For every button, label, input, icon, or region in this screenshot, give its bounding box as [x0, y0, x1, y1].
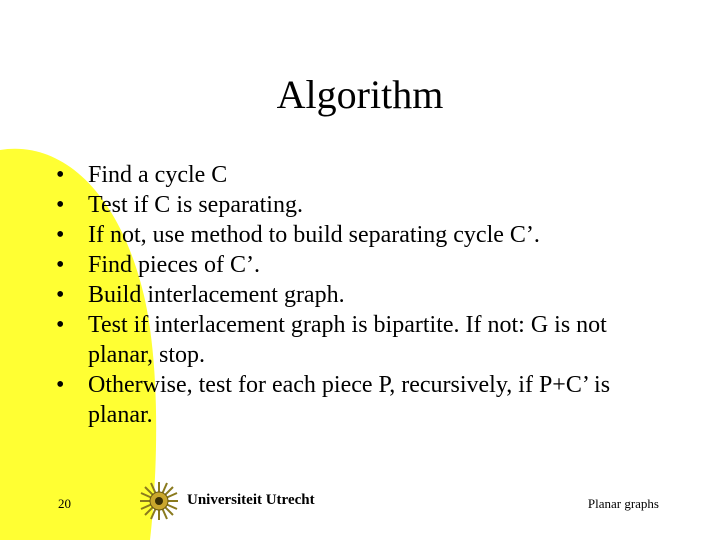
bullet-text: Build interlacement graph.	[88, 282, 345, 308]
bullet-text: Test if C is separating.	[88, 192, 303, 218]
bullet-item	[52, 310, 672, 370]
bullet-text: Test if interlacement graph is bipartite. If not: G is not planar, stop.	[88, 312, 607, 368]
university-logo	[135, 480, 345, 522]
bullet-item	[52, 160, 672, 190]
footer-title: Planar graphs	[587, 496, 659, 511]
bullet-dot: •	[56, 252, 65, 278]
bullet-dot: •	[56, 282, 65, 308]
bullet-dot: •	[56, 222, 65, 248]
bullet-dot: •	[56, 312, 65, 338]
bullet-dot: •	[56, 372, 65, 398]
bullet-dot: •	[56, 162, 65, 188]
bullet-text: Otherwise, test for each piece P, recursively, if P+C’ is planar.	[88, 372, 611, 428]
slide-number: 20	[58, 496, 71, 511]
bullet-item	[52, 250, 672, 280]
bullet-text: Find a cycle C	[88, 162, 228, 188]
sun-seal-icon	[137, 480, 181, 522]
logo-text: Universiteit Utrecht	[187, 492, 315, 508]
bullet-text: If not, use method to build separating cycle C’.	[88, 222, 540, 248]
bullet-item	[52, 280, 672, 310]
bullet-dot: •	[56, 192, 65, 218]
bullet-list	[52, 160, 672, 430]
slide-title: Algorithm	[276, 72, 444, 117]
bullet-item	[52, 190, 672, 220]
bullet-item	[52, 370, 672, 430]
bullet-text: Find pieces of C’.	[88, 252, 260, 278]
bullet-item	[52, 220, 672, 250]
